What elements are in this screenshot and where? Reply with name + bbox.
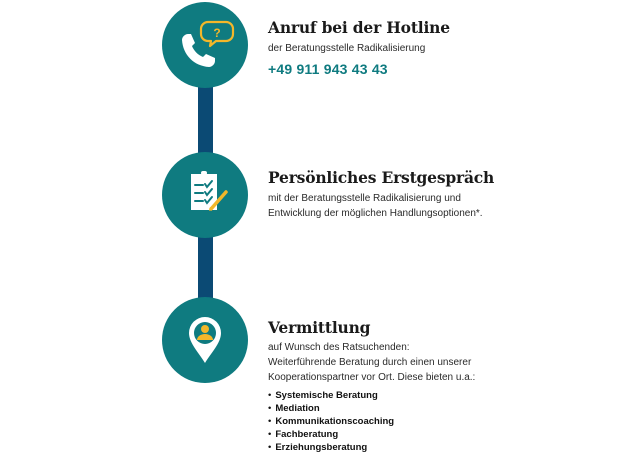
step-2-circle <box>162 152 248 238</box>
offer-item: • Fachberatung <box>268 428 475 441</box>
location-pin-person-icon <box>162 297 248 383</box>
step-2-title: Persönliches Erstgespräch <box>268 168 495 187</box>
step-3-content <box>268 318 475 454</box>
offer-item: • Systemische Beratung <box>268 389 475 402</box>
phone-speech-bubble-icon <box>162 2 248 88</box>
offer-item: • Kommunikationscoaching <box>268 415 475 428</box>
hotline-phone-number[interactable]: +49 911 943 43 43 <box>268 61 388 77</box>
step-3-title: Vermittlung <box>268 318 371 337</box>
step-3-circle <box>162 297 248 383</box>
offers-list <box>268 389 475 454</box>
step-1-description: der Beratungsstelle Radikalisierung <box>268 43 426 54</box>
step-3-description-line-2: Weiterführende Beratung durch einen unserer <box>268 357 472 368</box>
clipboard-checklist-icon <box>162 152 248 238</box>
step-1-content <box>268 18 450 77</box>
step-2-description-line-2: Entwicklung der möglichen Handlungsoptionen*. <box>268 208 483 219</box>
offer-item: • Mediation <box>268 402 475 415</box>
step-2-content <box>268 168 494 221</box>
step-3-description-line-3: Kooperationspartner vor Ort. Diese bieten u.a.: <box>268 372 476 383</box>
step-1-title: Anruf bei der Hotline <box>268 18 450 37</box>
step-3-description-line-1: auf Wunsch des Ratsuchenden: <box>268 342 410 353</box>
step-1-circle <box>162 2 248 88</box>
connector-line-1 <box>198 86 213 154</box>
step-2-description-line-1: mit der Beratungsstelle Radikalisierung und <box>268 193 461 204</box>
svg-text:?: ? <box>213 26 221 40</box>
offer-item: • Erziehungsberatung <box>268 441 475 454</box>
connector-line-2 <box>198 236 213 300</box>
